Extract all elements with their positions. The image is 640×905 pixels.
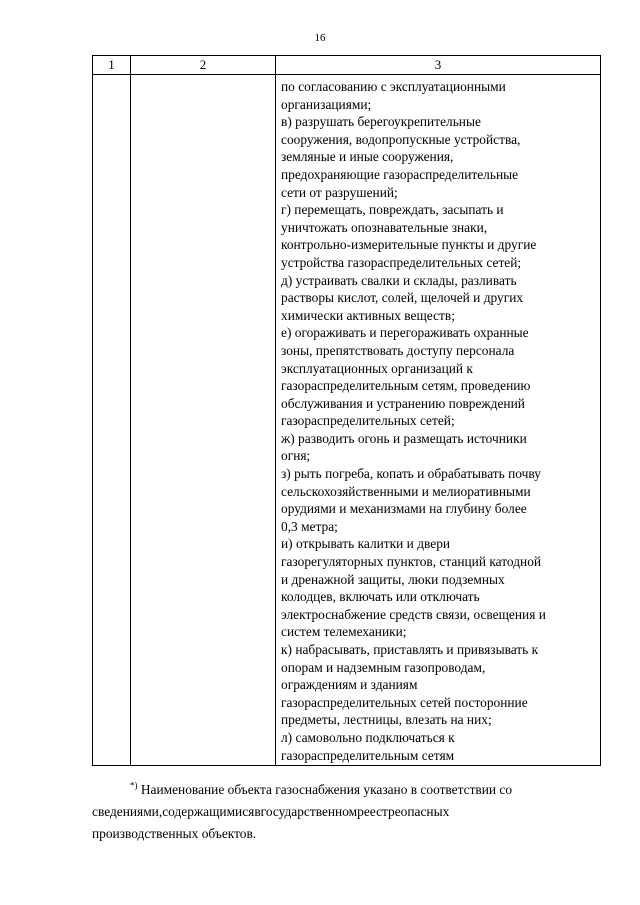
header-col-1: 1 bbox=[93, 56, 131, 75]
text-line: огня; bbox=[281, 448, 311, 464]
footnote-word: содержащимися bbox=[162, 804, 255, 819]
text-line: орудиями и механизмами на глубину более bbox=[281, 501, 527, 517]
footnote bbox=[92, 779, 602, 845]
text-line: обслуживания и устранению повреждений bbox=[281, 395, 525, 411]
text-line: сети от разрушений; bbox=[281, 184, 398, 200]
text-line: г) перемещать, повреждать, засыпать и bbox=[281, 202, 504, 218]
text-line: в) разрушать берегоукрепительные bbox=[281, 114, 481, 130]
footnote-line-3: производственных объектов. bbox=[92, 826, 257, 841]
footnote-line-1 bbox=[92, 779, 602, 801]
prohibitions-list bbox=[276, 75, 600, 764]
text-line: 0,3 метра; bbox=[281, 518, 338, 534]
text-line: эксплуатационных организаций к bbox=[281, 360, 473, 376]
footnote-word: сведениями, bbox=[92, 804, 163, 819]
text-line: зоны, препятствовать доступу персонала bbox=[281, 342, 515, 358]
footnote-word: реестре bbox=[357, 804, 401, 819]
text-line: ограждениям и зданиям bbox=[281, 677, 418, 693]
text-line: е) огораживать и перегораживать охранные bbox=[281, 325, 529, 341]
text-line: ж) разводить огонь и размещать источники bbox=[281, 430, 527, 446]
footnote-line-2 bbox=[92, 801, 602, 823]
text-line: контрольно-измерительные пункты и другие bbox=[281, 237, 537, 253]
table-row bbox=[93, 75, 601, 766]
text-line: газорегуляторных пунктов, станций катодной bbox=[281, 554, 542, 570]
text-line: предохраняющие газораспределительные bbox=[281, 166, 519, 182]
header-col-2: 2 bbox=[131, 56, 276, 75]
text-line: к) набрасывать, приставлять и привязывать к bbox=[281, 642, 539, 657]
text-line: устройства газораспределительных сетей; bbox=[281, 254, 522, 270]
text-line: организациями; bbox=[281, 96, 372, 112]
cell-col-2 bbox=[131, 75, 276, 766]
text-line: д) устраивать свалки и склады, разливать bbox=[281, 272, 517, 288]
document-table bbox=[92, 55, 601, 766]
header-col-3: 3 bbox=[276, 56, 601, 75]
text-line: газораспределительным сетям bbox=[281, 747, 455, 763]
text-line: газораспределительным сетям, проведению bbox=[281, 378, 531, 394]
text-line: химически активных веществ; bbox=[281, 307, 455, 323]
footnote-word: опасных bbox=[400, 804, 450, 819]
footnote-mark: *) bbox=[130, 780, 138, 791]
text-line: з) рыть погреба, копать и обрабатывать почву bbox=[281, 466, 541, 482]
text-line: сельскохозяйственными и мелиоративными bbox=[281, 483, 531, 499]
text-line: земляные и иные сооружения, bbox=[281, 149, 454, 165]
text-line: систем телемеханики; bbox=[281, 624, 407, 640]
text-line: уничтожать опознавательные знаки, bbox=[281, 219, 488, 235]
text-line: опорам и надземным газопроводам, bbox=[281, 659, 486, 675]
text-line: предметы, лестницы, влезать на них; bbox=[281, 712, 492, 728]
cell-col-1 bbox=[93, 75, 131, 766]
text-line: и дренажной защиты, люки подземных bbox=[281, 571, 505, 587]
text-line: газораспределительных сетей посторонние bbox=[281, 694, 528, 710]
text-line: колодцев, включать или отключать bbox=[281, 589, 480, 605]
footnote-word: государственном bbox=[260, 804, 358, 819]
text-line: по согласованию с эксплуатационными bbox=[281, 79, 506, 94]
page-number: 16 bbox=[314, 32, 326, 44]
cell-col-3 bbox=[276, 75, 601, 766]
text-line: л) самовольно подключаться к bbox=[281, 729, 455, 745]
text-line: и) открывать калитки и двери bbox=[281, 536, 451, 552]
text-line: сооружения, водопропускные устройства, bbox=[281, 131, 521, 147]
footnote-word: в bbox=[254, 804, 261, 819]
text-line: растворы кислот, солей, щелочей и других bbox=[281, 290, 524, 306]
text-line: газораспределительных сетей; bbox=[281, 413, 455, 429]
table-header-row bbox=[93, 56, 601, 75]
footnote-line-1-text: Наименование объекта газоснабжения указано в соответствии со bbox=[140, 782, 513, 797]
text-line: электроснабжение средств связи, освещения и bbox=[281, 606, 546, 622]
